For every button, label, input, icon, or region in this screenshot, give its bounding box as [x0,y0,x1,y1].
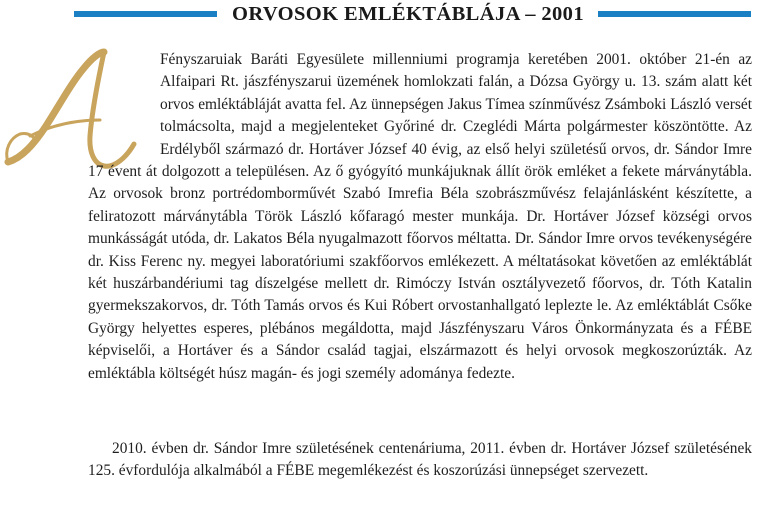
article-paragraph-1 [88,49,752,385]
article-paragraph-2: 2010. évben dr. Sándor Imre születésének centenáriuma, 2011. évben dr. Hortáver József születésének 125. évfordulója alkalmából a FÉBE megemlékezést és koszorúzási ünnepséget szervezett. [88,440,752,480]
header-rule-right [598,11,751,17]
dropcap-letter: A [0,40,1,41]
paragraph-1-text: Fényszaruiak Baráti Egyesülete millenniumi programja keretében 2001. október 21-én az Alfaipari Rt. jászfényszarui üzemének homlokzati falán, a Dózsa György u. 13. szám alatt két orvos emléktábláját avatta fel. Az ünnepségen Jakus Tímea színművész Zsámboki László versét tolmácsolta, majd a megjelenteket Győriné dr. Czeglédi Márta polgármester köszöntötte. Az Erdélyből származó dr. Hortáver József 40 évig, az első helyi születésű orvos, dr. Sándor Imre 17 évent át dolgozott a településen. Az ő gyógyító munkájuknak állít örök emléket a fekete márványtábla. Az orvosok bronz portrédomborművét Szabó Imrefia Béla szobrászművész felajánlásként készítette, a feliratozott márványtábla Török László kőfaragó mester munkája. Dr. Hortáver József községi orvos munkásságát utóda, dr. Lakatos Béla nyugalmazott főorvos méltatta. Dr. Sándor Imre orvos tevékenységére dr. Kiss Ferenc ny. megyei laboratóriumi szakfőorvos emlékezett. A méltatásokat követően az emléktáblát két huszárbandériumi tag díszelgése mellett dr. Rimóczy István osztályvezető főorvos, dr. Tóth Katalin gyermekszakorvos, dr. Tóth Tamás orvos és Kui Róbert orvostanhallgató leplezte le. Az emléktáblát Csőke György helyettes esperes, plébános megáldotta, majd Jászfényszaru Város Önkormányzata és a FÉBE képviselői, a Hortáver és a Sándor család tagjai, elszármazott és helyi orvosok megkoszorúzták. Az emléktábla költségét húsz magán- és jogi személy adománya fedezte. [88,51,752,382]
header-rule-left [74,11,217,17]
article-title: ORVOSOK EMLÉKTÁBLÁJA – 2001 [232,3,584,25]
article-header [0,2,773,26]
